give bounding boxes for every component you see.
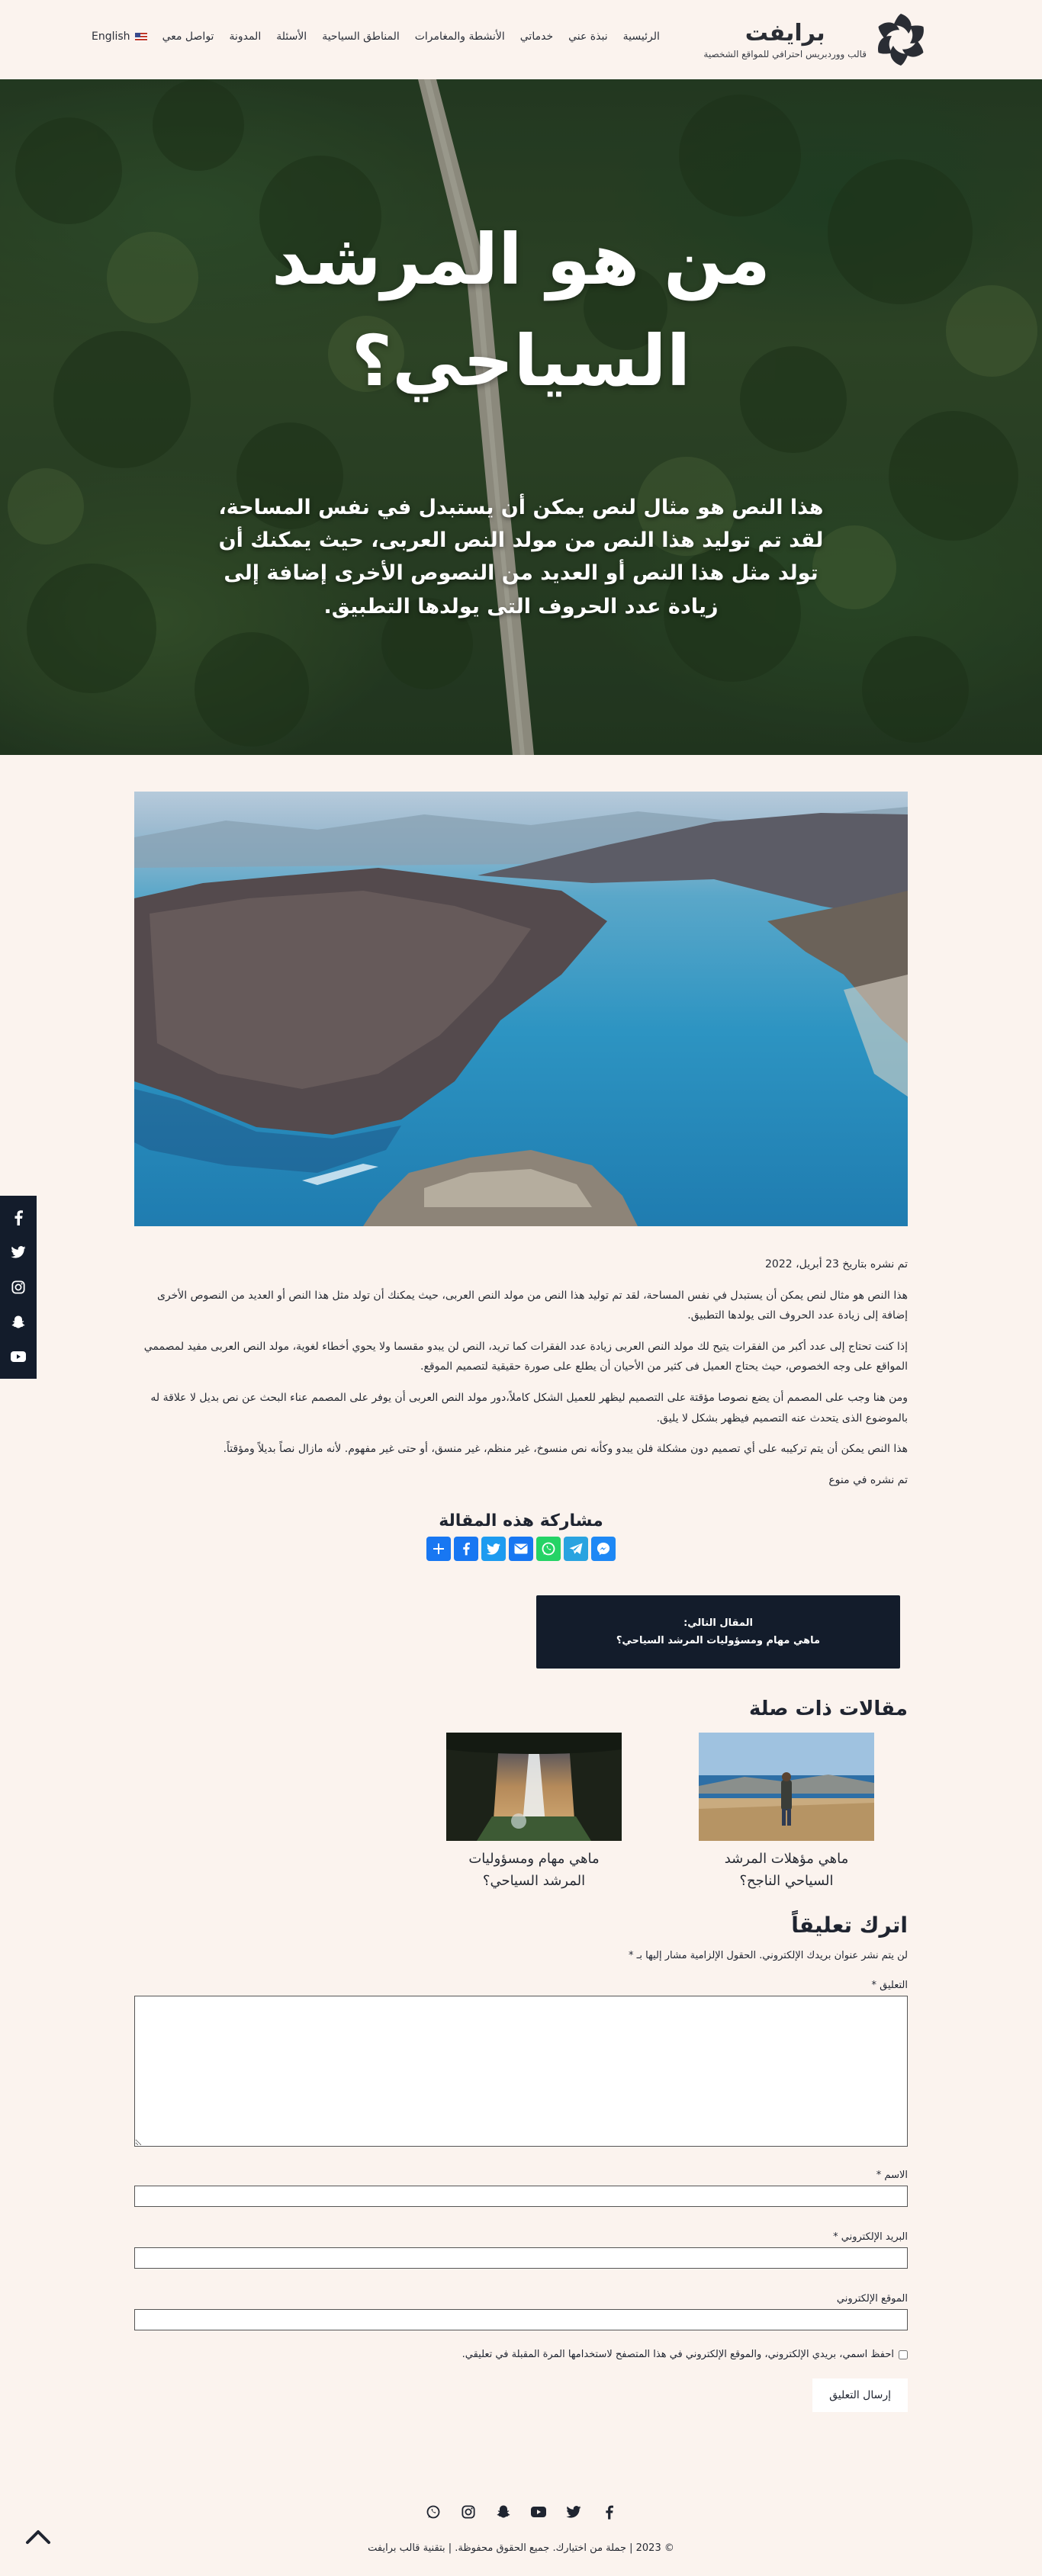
messenger-share-icon[interactable] bbox=[591, 1537, 616, 1561]
hero-title bbox=[216, 209, 826, 413]
name-label: الاسم * bbox=[876, 2170, 908, 2181]
instagram-icon[interactable] bbox=[461, 2504, 476, 2520]
main-nav bbox=[92, 31, 660, 43]
twitter-share-icon[interactable] bbox=[481, 1537, 506, 1561]
share-title: مشاركة هذه المقالة bbox=[439, 1511, 603, 1531]
comment-textarea[interactable] bbox=[134, 1996, 908, 2147]
floating-social-bar bbox=[0, 1196, 37, 1379]
featured-image bbox=[134, 792, 908, 1226]
site-header bbox=[0, 0, 1042, 79]
post-category[interactable]: تم نشره في منوع bbox=[828, 1473, 908, 1486]
article-paragraph: هذا النص يمكن أن يتم تركيبه على أي تصميم دون مشكلة فلن يبدو وكأنه نص منسوخ، غير منظم، غير منسق، أو حتى غير مفهوم. لأنه مازال نصاً بديلاً ومؤقتاً. bbox=[223, 1443, 908, 1456]
related-post-thumbnail bbox=[446, 1733, 622, 1841]
nav-destinations[interactable]: المناطق السياحية bbox=[322, 31, 400, 43]
hero-banner bbox=[0, 79, 1042, 755]
related-post-card[interactable] bbox=[699, 1733, 874, 1893]
related-post-caption: ماهي مؤهلات المرشد السياحي الناجح؟ bbox=[724, 1851, 849, 1889]
website-input[interactable] bbox=[134, 2309, 908, 2330]
remember-me-row bbox=[134, 2349, 908, 2360]
language-switcher[interactable] bbox=[92, 31, 147, 43]
snapchat-icon[interactable] bbox=[10, 1314, 27, 1331]
email-share-icon[interactable] bbox=[509, 1537, 533, 1561]
site-logo[interactable] bbox=[703, 11, 928, 69]
next-post-label: المقال التالي: bbox=[683, 1617, 753, 1629]
youtube-icon[interactable] bbox=[10, 1348, 27, 1365]
whatsapp-share-icon[interactable] bbox=[536, 1537, 561, 1561]
back-to-top-icon[interactable] bbox=[24, 2524, 52, 2547]
hero-subtitle: هذا النص هو مثال لنص يمكن أن يستبدل في نفس المساحة، لقد تم توليد هذا النص من مولد النص العربى، حيث يمكنك أن تولد مثل هذا النص أو العديد من النصوص الأخرى إضافة إلى زيادة عدد الحروف التى يولدها التطبيق. bbox=[218, 496, 824, 618]
comment-form-title: اترك تعليقاً bbox=[791, 1913, 908, 1938]
nav-faq[interactable]: الأسئلة bbox=[276, 31, 307, 43]
comment-label: التعليق * bbox=[871, 1980, 908, 1991]
snapchat-icon[interactable] bbox=[496, 2504, 511, 2520]
youtube-icon[interactable] bbox=[531, 2504, 546, 2520]
email-input[interactable] bbox=[134, 2247, 908, 2269]
hero-title-line1: من هو المرشد bbox=[272, 219, 770, 300]
remember-me-checkbox[interactable] bbox=[899, 2350, 908, 2359]
nav-contact[interactable]: تواصل معي bbox=[162, 31, 214, 43]
share-plus-icon[interactable] bbox=[426, 1537, 451, 1561]
related-post-thumbnail bbox=[699, 1733, 874, 1841]
twitter-icon[interactable] bbox=[10, 1244, 27, 1261]
nav-activities[interactable]: الأنشطة والمغامرات bbox=[414, 31, 505, 43]
instagram-icon[interactable] bbox=[10, 1279, 27, 1296]
brand-tagline: قالب ووردبريس احترافي للمواقع الشخصية bbox=[703, 49, 867, 59]
coastline-aerial-image bbox=[134, 792, 908, 1226]
language-label: English bbox=[92, 31, 130, 43]
website-label: الموقع الإلكتروني bbox=[836, 2293, 908, 2305]
nav-services[interactable]: خدماتي bbox=[519, 31, 554, 43]
remember-me-label: احفظ اسمي، بريدي الإلكتروني، والموقع الإلكتروني في هذا المتصفح لاستخدامها المرة المقبلة في تعليقي. bbox=[462, 2349, 894, 2360]
article-paragraph: إذا كنت تحتاج إلى عدد أكبر من الفقرات يتيح لك مولد النص العربى زيادة عدد الفقرات كما تريد، النص لن يبدو مقسما ولا يحوي أخطاء لغوية، مولد النص العربى مفيد لمصممي المواقع على وجه الخصوص، حيث يحتاج العميل فى كثير من الأحيان أن يطلع على صورة حقيقية لتصميم الموقع. bbox=[143, 1340, 908, 1373]
article-paragraph: ومن هنا وجب على المصمم أن يضع نصوصا مؤقتة على التصميم ليظهر للعميل الشكل كاملاً،دور مولد النص العربى أن يوفر على المصمم عناء البحث عن نص بديل لا علاقة له بالموضوع الذى يتحدث عنه التصميم فيظهر بشكل لا يليق. bbox=[150, 1391, 908, 1425]
email-label: البريد الإلكتروني * bbox=[833, 2231, 908, 2243]
related-post-card[interactable] bbox=[446, 1733, 622, 1893]
article-body bbox=[134, 1254, 908, 1490]
related-post-caption: ماهي مهام ومسؤوليات المرشد السياحي؟ bbox=[468, 1851, 600, 1889]
logo-icon bbox=[874, 11, 928, 69]
submit-comment-button[interactable]: إرسال التعليق bbox=[812, 2378, 908, 2412]
name-input[interactable] bbox=[134, 2186, 908, 2207]
telegram-share-icon[interactable] bbox=[564, 1537, 588, 1561]
comment-form-note: لن يتم نشر عنوان بريدك الإلكتروني. الحقول الإلزامية مشار إليها بـ * bbox=[628, 1950, 908, 1961]
footer-social-icons bbox=[0, 2504, 1042, 2520]
article-paragraph: هذا النص هو مثال لنص يمكن أن يستبدل في نفس المساحة، لقد تم توليد هذا النص من مولد النص العربى، حيث يمكنك أن تولد مثل هذا النص أو العديد من النصوص الأخرى إضافة إلى زيادة عدد الحروف التى يولدها التطبيق. bbox=[156, 1289, 908, 1322]
next-post-title: ماهي مهام ومسؤوليات المرشد السياحي؟ bbox=[616, 1635, 821, 1646]
brand-name: برايفت bbox=[745, 20, 825, 47]
nav-blog[interactable]: المدونة bbox=[229, 31, 262, 43]
us-flag-icon bbox=[135, 33, 147, 41]
post-date: تم نشره بتاريخ 23 أبريل، 2022 bbox=[765, 1258, 908, 1270]
whatsapp-icon[interactable] bbox=[426, 2504, 441, 2520]
share-section bbox=[0, 1511, 1042, 1561]
facebook-icon[interactable] bbox=[10, 1209, 27, 1226]
facebook-icon[interactable] bbox=[601, 2504, 616, 2520]
hero-overlay bbox=[0, 79, 1042, 755]
share-buttons bbox=[0, 1537, 1042, 1561]
nav-home[interactable]: الرئيسية bbox=[622, 31, 660, 43]
twitter-icon[interactable] bbox=[566, 2504, 581, 2520]
facebook-share-icon[interactable] bbox=[454, 1537, 478, 1561]
nav-about[interactable]: نبذة عني bbox=[568, 31, 608, 43]
footer-copyright: © 2023 | جملة من اختيارك. جميع الحقوق محفوظة. | بتقنية قالب برايفت bbox=[368, 2542, 674, 2554]
next-post-link[interactable] bbox=[536, 1595, 900, 1669]
related-posts-title: مقالات ذات صلة bbox=[748, 1698, 908, 1720]
hero-title-line2: السياحي؟ bbox=[351, 320, 691, 403]
comment-form bbox=[134, 1913, 908, 2412]
